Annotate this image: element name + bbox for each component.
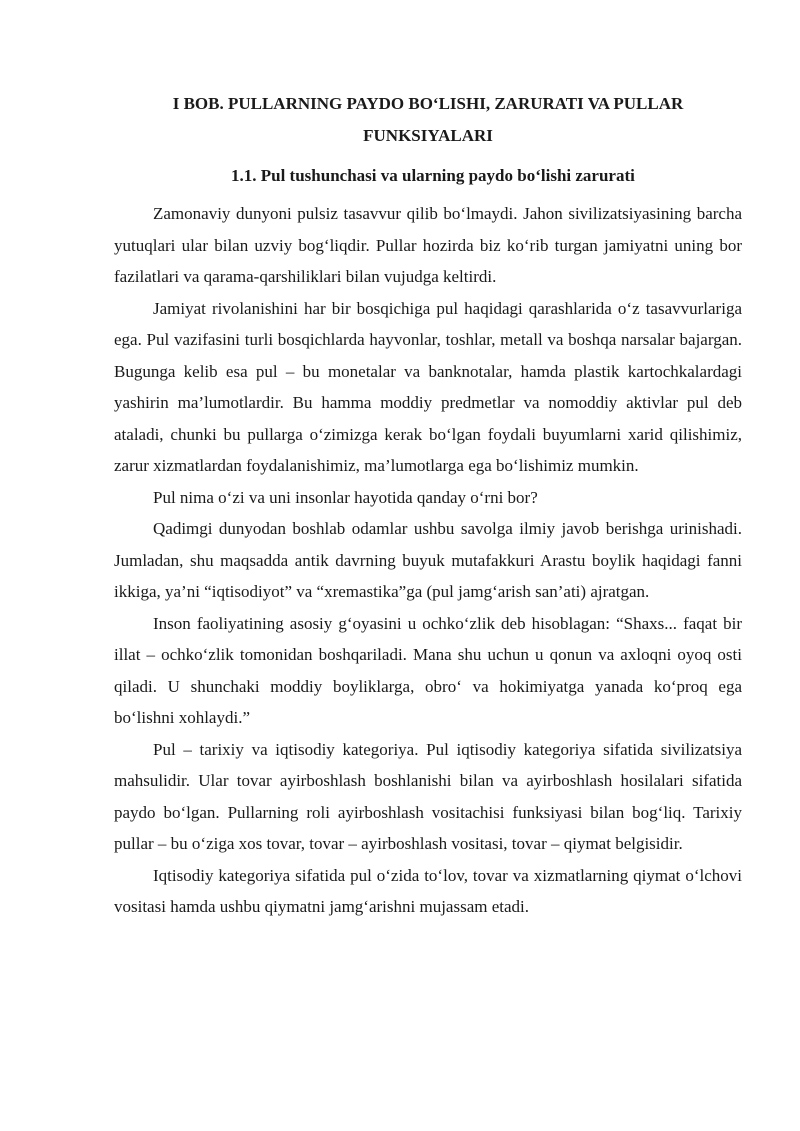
paragraph: Zamonaviy dunyoni pulsiz tasavvur qilib bo‘lmaydi. Jahon sivilizatsiyasining barcha yutuqlari ular bilan uzviy bog‘liqdir. Pullar hozirda biz ko‘rib turgan jamiyatni uning bor fazilatlari va qarama-qarshiliklari bilan vujudga keltirdi.: [114, 204, 742, 286]
paragraph: Inson faoliyatining asosiy g‘oyasini u ochko‘zlik deb hisoblagan: “Shaxs... faqat bir illat – ochko‘zlik tomonidan boshqariladi. Mana shu uchun u qonun va axloqni oyoq osti qiladi. U shunchaki moddiy boyliklarga, obro‘ va hokimiyatga yanada ko‘proq ega bo‘lishni xohlaydi.”: [114, 613, 742, 727]
paragraph: Iqtisodiy kategoriya sifatida pul o‘zida to‘lov, tovar va xizmatlarning qiymat o‘lchovi vositasi hamda ushbu qiymatni jamg‘arishni mujassam etadi.: [114, 865, 742, 916]
paragraph: Pul – tarixiy va iqtisodiy kategoriya. Pul iqtisodiy kategoriya sifatida sivilizatsiya mahsulidir. Ular tovar ayirboshlash boshlanishi bilan va ayirboshlash hosilalari sifatida paydo bo‘lgan. Pullarning roli ayirboshlash vositachisi funksiyasi bilan bog‘liq. Tarixiy pullar – bu o‘ziga xos tovar, tovar – ayirboshlash vositasi, tovar – qiymat belgisidir.: [114, 739, 742, 853]
paragraph: Jamiyat rivolanishini har bir bosqichiga pul haqidagi qarashlarida o‘z tasavvurlariga ega. Pul vazifasini turli bosqichlarda hayvonlar, toshlar, metall va boshqa narsalar bajargan. Bugunga kelib esa pul – bu monetalar va banknotalar, hamda plastik kartochkalardagi yashirin ma’lumotlardir. Bu hamma moddiy predmetlar va nomoddiy aktivlar pul deb ataladi, chunki bu pullarga o‘zimizga kerak bo‘lgan foydali buyumlarni xarid qilishimiz, zarur xizmatlardan foydalanishimiz, ma’lumotlarga ega bo‘lishimiz mumkin.: [114, 298, 742, 475]
chapter-title: I BOB. PULLARNING PAYDO BO‘LISHI, ZARURATI VA PULLAR FUNKSIYALARI: [172, 94, 684, 145]
document-page: [114, 88, 742, 923]
paragraph: Pul nima o‘zi va uni insonlar hayotida qanday o‘rni bor?: [153, 487, 538, 507]
paragraph: Qadimgi dunyodan boshlab odamlar ushbu savolga ilmiy javob berishga urinishadi. Jumladan, shu maqsadda antik davrning buyuk mutafakkuri Arastu boylik haqidagi fanni ikkiga, ya’ni “iqtisodiyot” va “xremastika”ga (pul jamg‘arish san’ati) ajratgan.: [114, 519, 742, 601]
section-title: 1.1. Pul tushunchasi va ularning paydo bo‘lishi zarurati: [231, 166, 635, 185]
